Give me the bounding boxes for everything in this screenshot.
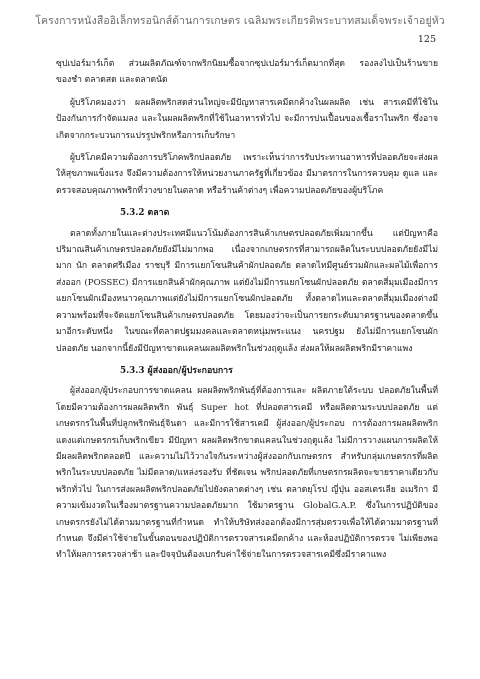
running-header: โครงการหนังสืออิเล็กทรอนิกส์ด้านการเกษตร เฉลิมพระเกียรติพระบาทสมเด็จพระเจ้าอยู่หัว bbox=[35, 15, 445, 27]
document-body bbox=[56, 56, 438, 570]
paragraph-2: ผู้บริโภคมองว่า ผลผลิตพริกสดส่วนใหญ่จะมีปัญหาสารเคมีตกค้างในผลผลิต เช่น สารเคมีที่ใช้ในป้องกันการกำจัดแมลง และในผลผลิตพริกที่ใช้ในอาหารทั่วไป จะมีการปนเปื้อนของเชื้อราในพริก ซึ่งอาจเกิดจากกระบวนการแปรรูปพริกหรือการเก็บรักษา bbox=[56, 97, 438, 141]
page-number: 125 bbox=[417, 34, 436, 45]
section-heading-market: 5.3.2 ตลาด bbox=[120, 208, 170, 219]
paragraph-3: ผู้บริโภคมีความต้องการบริโภคพริกปลอดภัย เพราะเห็นว่าการรับประทานอาหารที่ปลอดภัยจะส่งผลให้สุขภาพแข็งแรง จึงมีความต้องการให้หน่วยงานภาครัฐที่เกี่ยวข้อง มีมาตรการในการควบคุม ดูแล และตรวจสอบคุณภาพพริกที่วางขายในตลาด หรือร้านค้าต่างๆ เพื่อความปลอดภัยของผู้บริโภค bbox=[56, 153, 438, 196]
paragraph-4: ตลาดทั้งภายในและต่างประเทศมีแนวโน้มต้องการสินค้าเกษตรปลอดภัยเพิ่มมากขึ้น แต่ปัญหาคือ ปริมาณสินค้าเกษตรปลอดภัยยังมีไม่มากพอ เนื่องจากเกษตรกรที่สามารถผลิตในระบบปลอดภัยยังมีไม่มาก นัก ตลาดศรีเมือง ราชบุรี มีการแยกโซนสินค้าผักปลอดภัย ตลาดไทมีศูนย์รวมผักและผลไม้เพื่อการส่งออก (POSSEC) มีการแยกสินค้าผักคุณภาพ แต่ยังไม่มีการแยกโซนผักปลอดภัย ตลาดสี่มุมเมืองมีการแยกโซนผักเมืองหนาวคุณภาพแต่ยังไม่มีการแยกโซนผักปลอดภัย ทั้งตลาดไทและตลาดสี่มุมเมืองต่างมีความพร้อมที่จะจัดแยกโซนสินค้าเกษตรปลอดภัย โดยมองว่าจะเป็นการยกระดับมาตรฐานของตลาดขึ้นมาอีกระดับหนึ่ง ในขณะที่ตลาดปฐมมงคลและตลาดหนุ่มพระแนง นครปฐม ยังไม่มีการแยกโซนผักปลอดภัย นอกจากนี้ยังมีปัญหาขาดแคลนผลผลิตพริกในช่วงฤดูแล้ง ส่งผลให้ผลผลิตพริกมีราคาแพง bbox=[56, 228, 438, 354]
paragraph-1: ซุปเปอร์มาร์เก็ต ส่วนผลิตภัณฑ์จากพริกนิยมซื้อจากซุปเปอร์มาร์เก็ตมากที่สุด รองลงไปเป็นร้านขายของชำ ตลาดสด และตลาดนัด bbox=[56, 59, 438, 86]
section-heading-exporters: 5.3.3 ผู้ส่งออก/ผู้ประกอบการ bbox=[120, 365, 233, 376]
paragraph-5: ผู้ส่งออก/ผู้ประกอบการขาดแคลน ผลผลิตพริกพันธุ์ที่ต้องการและ ผลิตภายใต้ระบบ ปลอดภัยในพื้นที่ โดยมีความต้องการผลผลิตพริก พันธุ์ Super hot ที่ปลอดสารเคมี หรือผลิตตามระบบปลอดภัย แต่เกษตรกรในพื้นที่ปลูกพริกพันธุ์จินดา และมีการใช้สารเคมี ผู้ส่งออก/ผู้ประกอบ การต้องการผลผลิตพริกแดงแต่เกษตรกรเก็บพริกเขียว มีปัญหา ผลผลิตพริกขาดแคลนในช่วงฤดูแล้ง ไม่มีการวางแผนการผลิตให้มีผลผลิตพริกตลอดปี และความไม่ไว้วางใจกันระหว่างผู้ส่งออกกับเกษตรกร สำหรับกลุ่มเกษตรกรที่ผลิตพริกในระบบปลอดภัย ไม่มีตลาด/แหล่งรองรับ ที่ชัดเจน พริกปลอดภัยที่เกษตรกรผลิตจะขายราคาเดียวกับพริกทั่วไป ในการส่งผลผลิตพริกปลอดภัยไปยังตลาดต่างๆ เช่น ตลาดยุโรป ญี่ปุ่น ออสเตรเลีย อเมริกา มีความเข้มงวดในเรื่องมาตรฐานความปลอดภัยมาก ใช้มาตรฐาน GlobalG.A.P. ซึ่งในการปฏิบัติของเกษตรกรยังไม่ได้ตามมาตรฐานที่กำหนด ทำให้บริษัทส่งออกต้องมีการสุ่มตรวจเพื่อให้ได้ตามมาตรฐานที่กำหนด จึงมีค่าใช้จ่ายในขั้นตอนของปฏิบัติการตรวจสารเคมีตกค้าง และห้องปฏิบัติการตรวจ ไม่เพียงพอทำให้ผลการตรวจล่าช้า และปัจจุบันต้องเบกรับค่าใช้จ่ายในการตรวจสารเคมีซึ่งมีราคาแพง bbox=[56, 386, 438, 561]
